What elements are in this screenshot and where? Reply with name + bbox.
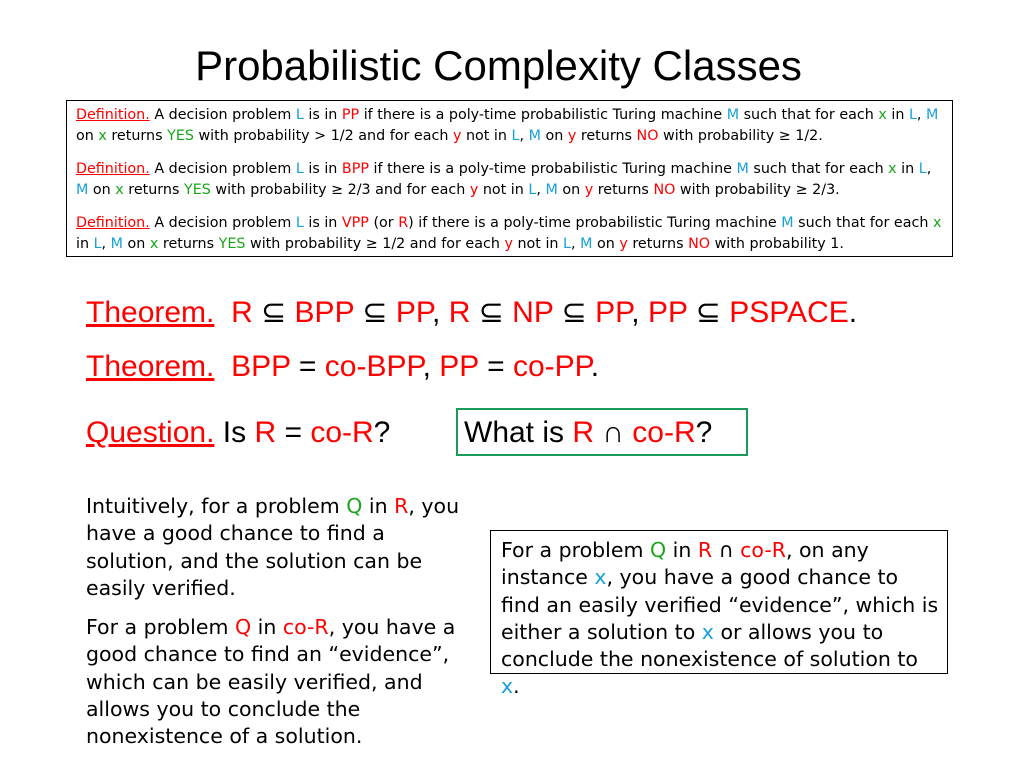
slide-title: Probabilistic Complexity Classes [195,42,802,89]
definition-label: Definition. [76,161,150,177]
definition-pp: Definition. A decision problem L is in PP if there is a poly-time probabilistic Turing machine M such that for each x in L, M on x returns YES with probability > 1/2 and for each y not in L, M on y returns NO with probability ≥ 1/2. [76,107,939,144]
theorem-inclusions: Theorem. R ⊆ BPP ⊆ PP, R ⊆ NP ⊆ PP, PP ⊆ PSPACE. [86,296,858,329]
class-name: BPP [341,161,369,177]
definition-bpp: Definition. A decision problem L is in BPP if there is a poly-time probabilistic Turing machine M such that for each x in L, M on x returns YES with probability ≥ 2/3 and for each y not in L, M on y returns NO with probability ≥ 2/3. [76,161,932,198]
theorem-complements: Theorem. BPP = co-BPP, PP = co-PP. [86,350,600,383]
question-label: Question. [86,416,215,449]
definition-label: Definition. [76,107,150,123]
r-intersect-cor-box: For a problem Q in R ∩ co-R, on any instance x, you have a good chance to find an easily verified “evidence”, which is either a solution to x or allows you to conclude the nonexistence of solution to x. [490,530,948,674]
definitions-box [66,100,953,257]
theorem-label: Theorem. [86,296,215,329]
intuition-cor-paragraph: For a problem Q in co-R, you have a good chance to find an “evidence”, which can be easily verified, and allows you to conclude the nonexistence of a solution. [86,615,456,749]
definition-label: Definition. [76,215,150,231]
question-highlight-box: What is R ∩ co-R? [456,408,748,456]
question-line: Question. Is R = co-R? [86,416,391,449]
intuition-r-paragraph: Intuitively, for a problem Q in R, you have a good chance to find a solution, and the solution can be easily verified. [86,494,460,600]
class-name: PP [341,107,360,123]
theorem-label: Theorem. [86,350,215,383]
definition-vpp: Definition. A decision problem L is in VPP (or R) if there is a poly-time probabilistic Turing machine M such that for each x in L, M on x returns YES with probability ≥ 1/2 and for each y not in L, M on y returns NO with probability 1. [76,215,942,252]
class-name: VPP [341,215,369,231]
